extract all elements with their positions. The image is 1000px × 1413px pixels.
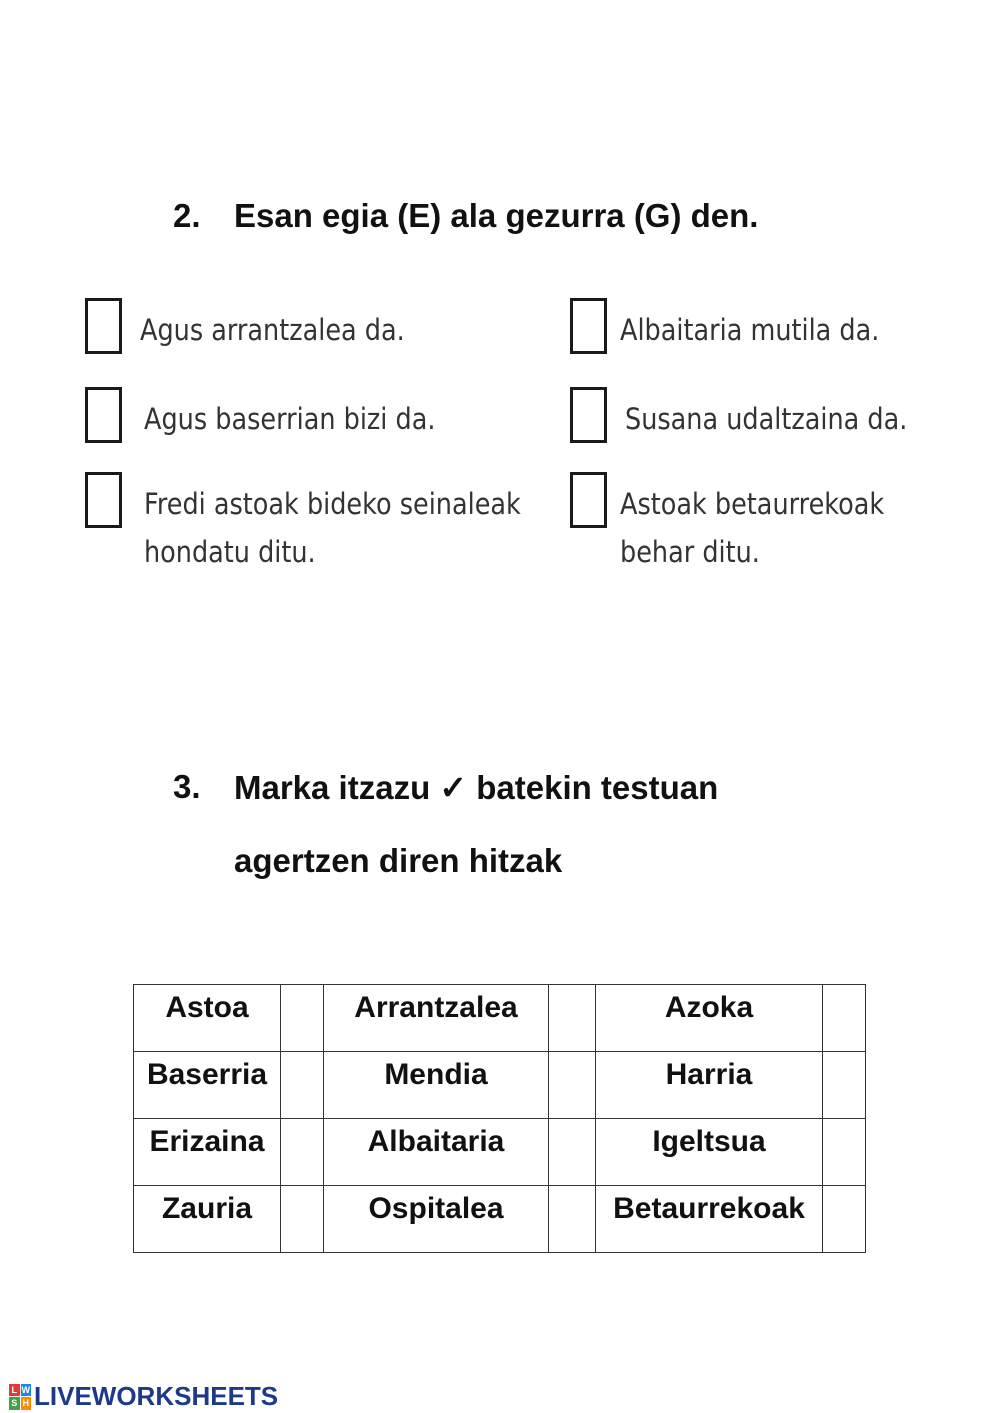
word-label: Astoa (165, 991, 249, 1024)
tf-statement-line: hondatu ditu. (144, 535, 316, 569)
check-icon: ✓ (439, 769, 468, 806)
table-row (134, 1119, 866, 1186)
tf-statement-line: Agus baserrian bizi da. (144, 402, 436, 436)
word-cell (324, 985, 549, 1052)
tf-statement (620, 480, 884, 576)
question-3-text-line2: agertzen diren hitzak (234, 842, 563, 879)
answer-checkbox[interactable] (570, 472, 607, 528)
word-label: Mendia (384, 1058, 488, 1091)
question-3-text-start: Marka itzazu (234, 769, 431, 806)
tf-statement-line: behar ditu. (620, 535, 760, 569)
tf-statement (144, 395, 435, 443)
table-row (134, 985, 866, 1052)
word-cell (324, 1052, 549, 1119)
logo-text: LIVEWORKSHEETS (34, 1381, 279, 1411)
check-cell[interactable] (281, 1052, 324, 1119)
tf-statement-line: Astoak betaurrekoak (620, 487, 885, 521)
word-cell (134, 985, 281, 1052)
answer-checkbox[interactable] (570, 298, 607, 354)
logo-mark-letter: W (21, 1384, 30, 1395)
check-cell[interactable] (549, 985, 596, 1052)
question-3-text-end: batekin testuan (476, 769, 719, 806)
word-label: Arrantzalea (354, 991, 518, 1024)
liveworksheets-logo[interactable] (9, 1381, 278, 1412)
table-row (134, 1052, 866, 1119)
answer-checkbox[interactable] (85, 387, 122, 443)
check-cell[interactable] (549, 1119, 596, 1186)
word-label: Ospitalea (368, 1192, 504, 1225)
word-label: Azoka (664, 991, 754, 1024)
logo-mark-letter: H (22, 1398, 29, 1408)
word-cell (324, 1119, 549, 1186)
tf-statement-line: Albaitaria mutila da. (620, 313, 880, 347)
word-cell (596, 985, 823, 1052)
word-table (133, 984, 866, 1253)
check-cell[interactable] (823, 985, 866, 1052)
tf-statement (144, 480, 521, 576)
logo-mark-letter: S (9, 1397, 20, 1410)
check-cell[interactable] (281, 1119, 324, 1186)
tf-statement (625, 395, 907, 443)
word-label: Harria (665, 1058, 753, 1091)
word-label: Baserria (146, 1058, 268, 1091)
check-cell[interactable] (549, 1186, 596, 1253)
word-label: Igeltsua (652, 1125, 766, 1158)
check-cell[interactable] (281, 985, 324, 1052)
check-cell[interactable] (823, 1119, 866, 1186)
tf-statement-line: Agus arrantzalea da. (140, 313, 405, 347)
word-cell (596, 1052, 823, 1119)
tf-statement (140, 306, 405, 354)
logo-mark-letter: L (9, 1384, 20, 1397)
check-cell[interactable] (281, 1186, 324, 1253)
word-cell (596, 1119, 823, 1186)
tf-statement (620, 306, 879, 354)
word-cell (134, 1052, 281, 1119)
check-cell[interactable] (549, 1052, 596, 1119)
word-label: Betaurrekoak (613, 1192, 805, 1225)
question-2-text: Esan egia (E) ala gezurra (G) den. (234, 197, 759, 234)
question-3-number: 3. (173, 768, 201, 805)
answer-checkbox[interactable] (85, 298, 122, 354)
check-cell[interactable] (823, 1052, 866, 1119)
question-3-text (234, 768, 718, 807)
answer-checkbox[interactable] (85, 472, 122, 528)
logo-mark-icon (9, 1384, 31, 1410)
word-cell (324, 1186, 549, 1253)
word-label: Albaitaria (367, 1125, 505, 1158)
check-cell[interactable] (823, 1186, 866, 1253)
tf-statement-line: Fredi astoak bideko seinaleak (144, 487, 521, 521)
tf-statement-line: Susana udaltzaina da. (625, 402, 908, 436)
word-cell (134, 1186, 281, 1253)
answer-checkbox[interactable] (570, 387, 607, 443)
word-label: Zauria (161, 1192, 253, 1225)
word-label: Erizaina (149, 1125, 265, 1158)
word-cell (596, 1186, 823, 1253)
word-cell (134, 1119, 281, 1186)
question-2-number: 2. (173, 197, 201, 234)
table-row (134, 1186, 866, 1253)
